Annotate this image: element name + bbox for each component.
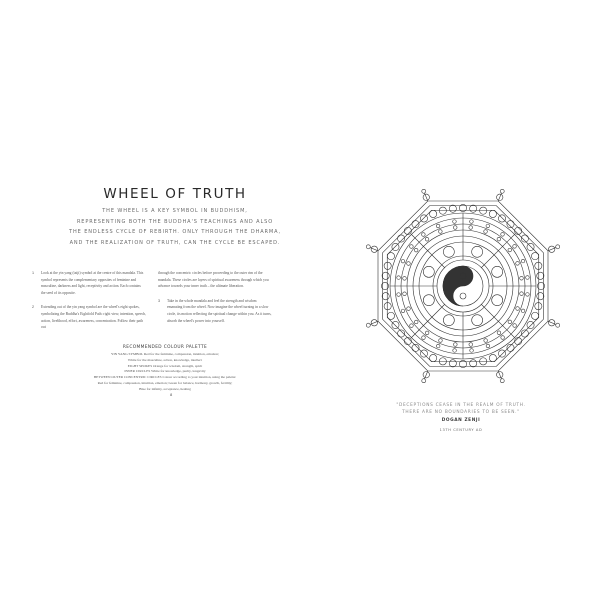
- mandala-scallop: [439, 207, 446, 214]
- mandala-scallop: [382, 272, 389, 279]
- mandala-pattern-dot: [425, 237, 429, 241]
- step-text: Look at the yin yang (taiji) symbol at the centre of this mandala. This symbol represents the complementary opposites of feminine and masculine, darkness and light, receptivity and action. Each contains the seed of its opposite.: [41, 271, 144, 295]
- mandala-scallop: [449, 205, 456, 212]
- mandala-scallop: [387, 312, 394, 319]
- mandala-pattern-dot: [470, 220, 474, 224]
- palette-line: INNER CIRCLES White for knowledge, purity, longevity: [124, 369, 206, 374]
- wheel-mandala-illustration: [355, 178, 571, 394]
- mandala-scallop: [382, 293, 389, 300]
- mandala-scallop: [515, 227, 522, 234]
- step-number: 1: [32, 271, 35, 275]
- mandala-pattern-dot: [436, 224, 440, 228]
- mandala-finial: [556, 323, 560, 327]
- mandala-pattern-dot: [422, 233, 426, 237]
- mandala-pattern-dot: [454, 343, 458, 347]
- mandala-pattern-dot: [497, 237, 501, 241]
- mandala-scallop: [515, 338, 522, 345]
- intro-text: [40, 206, 310, 248]
- mandala-pattern-dot: [484, 230, 488, 234]
- mandala-pattern-dot: [508, 320, 512, 324]
- mandala-pattern-dot: [484, 339, 488, 343]
- step-text: through the concentric circles before proceeding to the outer rim of the mandala. These circles are layers of spiritual awareness through which you advance towards your inner truth – the ultimate liberation.: [158, 271, 269, 289]
- step-2-continued: [158, 270, 272, 290]
- mandala-pattern-dot: [414, 320, 418, 324]
- mandala-pattern-dot: [516, 307, 520, 311]
- mandala-petal: [492, 295, 503, 306]
- mandala-scallop: [470, 205, 477, 212]
- mandala-scallop: [392, 321, 399, 328]
- mandala-scallop: [527, 321, 534, 328]
- mandala-scallop: [420, 215, 427, 222]
- mandala-spoke: [481, 304, 514, 337]
- palette-line: Red for feminine, compassion, intuition, emotion; Green for balance, harmony, growth, fertility;: [97, 380, 233, 385]
- mandala-pattern-dot: [516, 262, 520, 266]
- mandala-scallop: [527, 243, 534, 250]
- mandala-scallop: [489, 354, 496, 361]
- instructions-column-right: [158, 270, 272, 332]
- mandala-scallop: [537, 293, 544, 300]
- step-1: [32, 270, 146, 296]
- page-number: 8: [170, 392, 173, 397]
- mandala-drawing: [355, 178, 571, 394]
- mandala-scallop: [535, 262, 542, 269]
- step-number: 2: [32, 305, 35, 310]
- mandala-pattern-dot: [439, 339, 443, 343]
- intro-line: THE WHEEL IS A KEY SYMBOL IN BUDDHISM,: [102, 208, 248, 214]
- mandala-scallop: [430, 210, 437, 217]
- mandala-scallop: [430, 354, 437, 361]
- mandala-pattern-dot: [513, 324, 517, 328]
- mandala-pattern-dot: [521, 259, 525, 263]
- mandala-scallop: [498, 215, 505, 222]
- quote-line: "DECEPTIONS CEASE IN THE REALM OF TRUTH.: [396, 403, 526, 408]
- yin-yang-icon: [460, 293, 466, 299]
- mandala-finial: [500, 189, 504, 193]
- mandala-pattern-dot: [453, 220, 457, 224]
- mandala-pattern-dot: [401, 259, 405, 263]
- mandala-scallop: [480, 358, 487, 365]
- mandala-pattern-dot: [526, 293, 530, 297]
- mandala-pattern-dot: [469, 343, 473, 347]
- intro-line: REPRESENTING BOTH THE BUDDHA'S TEACHINGS AND ALSO: [76, 218, 274, 225]
- mandala-pattern-dot: [407, 262, 411, 266]
- yin-yang-icon: [460, 273, 466, 279]
- mandala-pattern-dot: [410, 324, 414, 328]
- palette-line: White for the masculine, action, knowledge, intellect: [127, 357, 203, 362]
- mandala-scallop: [531, 253, 538, 260]
- mandala-pattern-dot: [436, 344, 440, 348]
- instructions-column-left: [32, 270, 146, 339]
- mandala-finial: [556, 245, 560, 249]
- mandala-petal: [443, 246, 454, 257]
- mandala-scallop: [384, 262, 391, 269]
- mandala-pattern-dot: [439, 230, 443, 234]
- mandala-pattern-dot: [425, 331, 429, 335]
- mandala-finial: [500, 379, 504, 383]
- mandala-scallop: [535, 303, 542, 310]
- mandala-scallop: [420, 350, 427, 357]
- mandala-petal: [472, 315, 483, 326]
- mandala-scallop: [404, 227, 411, 234]
- intro-line: THE ENDLESS CYCLE OF REBIRTH. ONLY THROUGH THE DHARMA,: [69, 229, 281, 235]
- mandala-petal: [472, 246, 483, 257]
- mandala-scallop: [392, 243, 399, 250]
- mandala-scallop: [470, 360, 477, 367]
- quote-author: DOGAN ZENJI: [441, 418, 481, 423]
- mandala-pattern-dot: [497, 331, 501, 335]
- quote: [355, 402, 567, 416]
- colour-palette: [60, 352, 270, 393]
- mandala-finial: [366, 323, 370, 327]
- mandala-pattern-dot: [403, 292, 407, 296]
- mandala-petal: [423, 266, 434, 277]
- mandala-pattern-dot: [486, 224, 490, 228]
- mandala-scallop: [480, 207, 487, 214]
- mandala-spoke: [411, 304, 444, 337]
- quote-line: THERE ARE NO BOUNDARIES TO BE SEEN.": [402, 410, 520, 415]
- mandala-petal: [443, 315, 454, 326]
- mandala-pattern-dot: [520, 276, 524, 280]
- mandala-scallop: [531, 312, 538, 319]
- mandala-pattern-dot: [521, 309, 525, 313]
- mandala-scallop: [387, 253, 394, 260]
- palette-line: EIGHT SPOKES Orange for wisdom, strength, spirit: [127, 363, 203, 368]
- mandala-pattern-dot: [486, 344, 490, 348]
- mandala-scallop: [404, 338, 411, 345]
- mandala-finial: [422, 379, 426, 383]
- mandala-scallop: [439, 358, 446, 365]
- mandala-pattern-dot: [526, 276, 530, 280]
- mandala-pattern-dot: [414, 248, 418, 252]
- mandala-pattern-dot: [397, 276, 401, 280]
- mandala-spoke: [481, 234, 514, 267]
- mandala-pattern-dot: [403, 277, 407, 281]
- mandala-scallop: [384, 303, 391, 310]
- mandala-pattern-dot: [508, 248, 512, 252]
- mandala-pattern-dot: [470, 349, 474, 353]
- mandala-finial: [366, 245, 370, 249]
- mandala-pattern-dot: [501, 336, 505, 340]
- mandala-pattern-dot: [469, 226, 473, 230]
- mandala-scallop: [498, 350, 505, 357]
- mandala-pattern-dot: [501, 233, 505, 237]
- mandala-pattern-dot: [401, 309, 405, 313]
- step-3: [158, 298, 272, 324]
- palette-line: BETWEEN OUTER CONCENTRIC CIRCLES Colour according to your intuition, using the palette:: [93, 375, 237, 380]
- intro-line: AND THE REALIZATION OF TRUTH, CAN THE CYCLE BE ESCAPED.: [69, 239, 281, 246]
- step-number: 3: [158, 298, 161, 303]
- mandala-pattern-dot: [513, 245, 517, 249]
- step-2: [32, 304, 146, 330]
- mandala-spoke: [411, 234, 444, 267]
- mandala-pattern-dot: [407, 307, 411, 311]
- step-text: Take in the whole mandala and feel the strength and wisdom emanating from the wheel. Now imagine the wheel turning in a slow circle, its motion reflecting the spiritual change within you. As it turns, absorb the wheel's power into yourself.: [167, 298, 272, 323]
- mandala-pattern-dot: [520, 292, 524, 296]
- mandala-pattern-dot: [453, 226, 457, 230]
- mandala-pattern-dot: [397, 293, 401, 297]
- mandala-pattern-dot: [410, 245, 414, 249]
- mandala-finial: [422, 189, 426, 193]
- mandala-pattern-dot: [453, 349, 457, 353]
- palette-heading: RECOMMENDED COLOUR PALETTE: [122, 345, 208, 350]
- palette-line: Blue for infinity, acceptance, healing: [139, 386, 191, 391]
- mandala-scallop: [537, 272, 544, 279]
- mandala-pattern-dot: [422, 336, 426, 340]
- mandala-petal: [423, 295, 434, 306]
- page-title: WHEEL OF TRUTH: [103, 186, 247, 202]
- step-text: Extending out of the yin yang symbol are the wheel's eight spokes, symbolizing the Buddha's Eightfold Path: right view, intention, speech, action, livelihood, effort, awareness, concentration. Follow their path out: [41, 305, 146, 330]
- mandala-scallop: [449, 360, 456, 367]
- palette-line: YIN YANG SYMBOL Red for the feminine, compassion, intuition, emotion;: [110, 352, 220, 356]
- quote-era: 13TH CENTURY AD: [439, 428, 483, 432]
- mandala-petal: [492, 266, 503, 277]
- mandala-scallop: [489, 210, 496, 217]
